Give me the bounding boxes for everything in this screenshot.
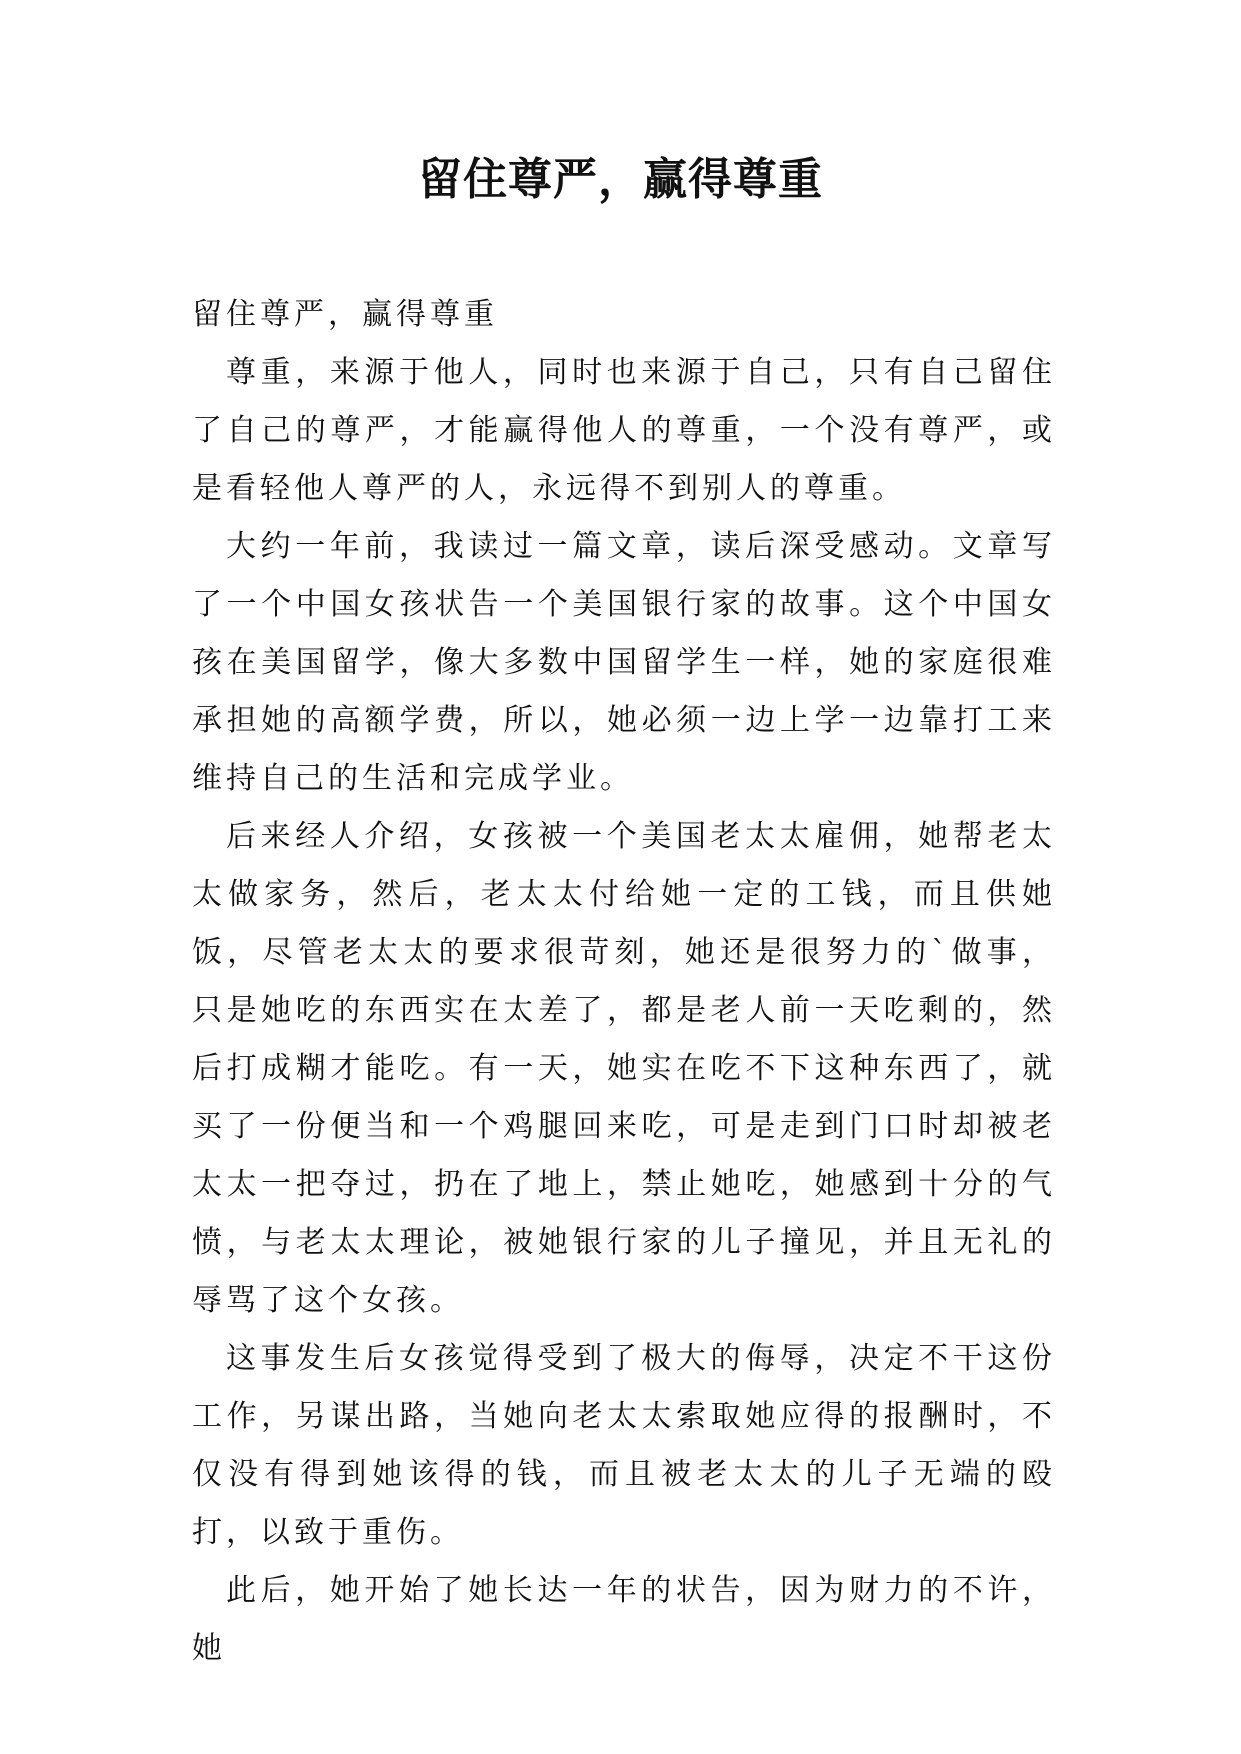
document-subtitle: 留住尊严，赢得尊重 — [192, 297, 498, 332]
paragraph: 大约一年前，我读过一篇文章，读后深受感动。文章写了一个中国女孩状告一个美国银行家的故事。这个中国女孩在美国留学，像大多数中国留学生一样，她的家庭很难承担她的高额学费，所以，她必须一边上学一边靠打工来维持自己的生活和完成学业。 — [192, 529, 1056, 796]
document-body — [192, 286, 1056, 1678]
paragraph: 尊重，来源于他人，同时也来源于自己，只有自己留住了自己的尊严，才能赢得他人的尊重，一个没有尊严，或是看轻他人尊严的人，永远得不到别人的尊重。 — [192, 355, 1056, 506]
paragraph: 这事发生后女孩觉得受到了极大的侮辱，决定不干这份工作，另谋出路，当她向老太太索取她应得的报酬时，不仅没有得到她该得的钱，而且被老太太的儿子无端的殴打，以致于重伤。 — [192, 1341, 1056, 1550]
paragraph: 后来经人介绍，女孩被一个美国老太太雇佣，她帮老太太做家务，然后，老太太付给她一定的工钱，而且供她饭，尽管老太太的要求很苛刻，她还是很努力的`做事，只是她吃的东西实在太差了，都是老人前一天吃剩的，然后打成糊才能吃。有一天，她实在吃不下这种东西了，就买了一份便当和一个鸡腿回来吃，可是走到门口时却被老太太一把夺过，扔在了地上，禁止她吃，她感到十分的气愤，与老太太理论，被她银行家的儿子撞见，并且无礼的辱骂了这个女孩。 — [192, 819, 1056, 1318]
paragraph: 此后，她开始了她长达一年的状告，因为财力的不许，她 — [192, 1573, 1056, 1666]
document-title: 留住尊严，赢得尊重 — [418, 154, 823, 205]
